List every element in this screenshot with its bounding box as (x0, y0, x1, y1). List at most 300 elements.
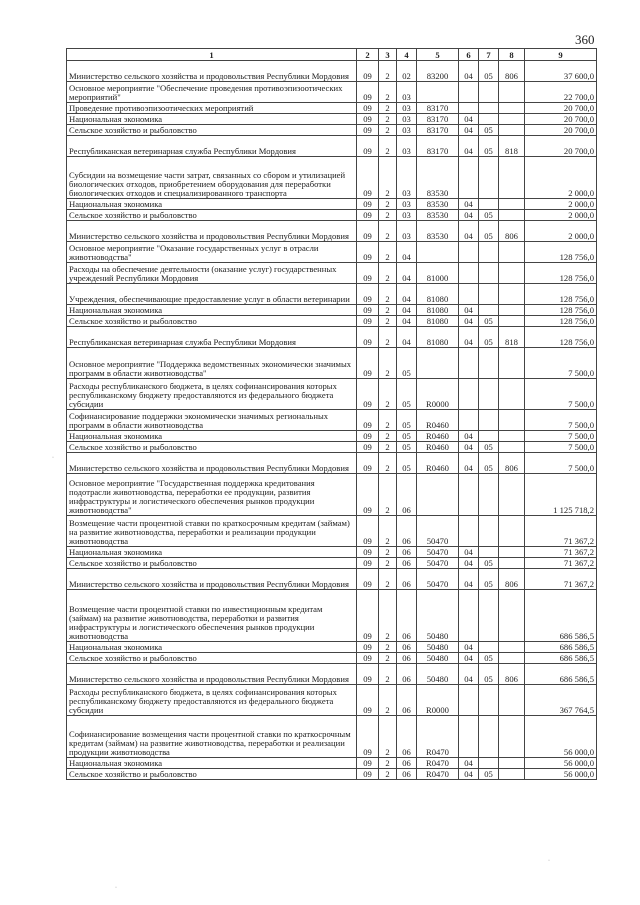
code-cell: 2 (379, 157, 397, 199)
row-name-cell: Национальная экономика (67, 642, 357, 653)
table-row (67, 157, 597, 199)
amount-cell: 71 367,2 (525, 547, 597, 558)
code-cell (499, 199, 525, 210)
code-cell: 806 (499, 61, 525, 82)
code-cell (499, 685, 525, 716)
row-name-cell: Сельское хозяйство и рыболовство (67, 558, 357, 569)
table-row (67, 590, 597, 642)
code-cell: 2 (379, 569, 397, 590)
code-cell (417, 348, 459, 379)
code-cell (479, 685, 499, 716)
code-cell: 2 (379, 379, 397, 410)
code-cell: 04 (397, 263, 417, 284)
code-cell: 2 (379, 327, 397, 348)
code-cell: 04 (459, 442, 479, 453)
code-cell (417, 82, 459, 103)
code-cell: 2 (379, 653, 397, 664)
code-cell (479, 82, 499, 103)
code-cell: 09 (357, 653, 379, 664)
code-cell (459, 263, 479, 284)
table-row (67, 263, 597, 284)
code-cell: 09 (357, 474, 379, 516)
code-cell: 05 (479, 558, 499, 569)
code-cell: 04 (397, 242, 417, 263)
code-cell: 2 (379, 221, 397, 242)
code-cell: 04 (459, 664, 479, 685)
row-name-cell: Национальная экономика (67, 758, 357, 769)
code-cell: 83170 (417, 125, 459, 136)
code-cell (479, 242, 499, 263)
amount-cell: 56 000,0 (525, 716, 597, 758)
table-row (67, 769, 597, 780)
code-cell: 09 (357, 136, 379, 157)
code-cell (499, 348, 525, 379)
code-cell: 09 (357, 442, 379, 453)
row-name-cell: Республиканская ветеринарная служба Республики Мордовия (67, 327, 357, 348)
table-row (67, 221, 597, 242)
code-cell: 05 (479, 769, 499, 780)
code-cell: 03 (397, 125, 417, 136)
code-cell: 2 (379, 242, 397, 263)
code-cell: 06 (397, 558, 417, 569)
code-cell: R0000 (417, 685, 459, 716)
code-cell (499, 379, 525, 410)
code-cell: 2 (379, 136, 397, 157)
code-cell: 04 (397, 284, 417, 305)
row-name-cell: Сельское хозяйство и рыболовство (67, 653, 357, 664)
code-cell: 2 (379, 431, 397, 442)
code-cell: 06 (397, 664, 417, 685)
code-cell: 83530 (417, 221, 459, 242)
table-row (67, 136, 597, 157)
code-cell (499, 305, 525, 316)
row-name-cell: Министерство сельского хозяйства и продовольствия Республики Мордовия (67, 61, 357, 82)
row-name-cell: Основное мероприятие "Государственная поддержка кредитования подотрасли животноводства, переработки ее продукции, развития инфраструктуры и логистического обеспечения рынков продукции животноводства" (67, 474, 357, 516)
code-cell: 05 (479, 221, 499, 242)
code-cell: 04 (459, 199, 479, 210)
row-name-cell: Расходы на обеспечение деятельности (оказание услуг) государственных учреждений Республики Мордовия (67, 263, 357, 284)
row-name-cell: Основное мероприятие "Оказание государственных услуг в отрасли животноводства" (67, 242, 357, 263)
table-row (67, 685, 597, 716)
code-cell: 06 (397, 569, 417, 590)
code-cell: 05 (479, 210, 499, 221)
row-name-cell: Расходы республиканского бюджета, в целях софинансирования которых республиканскому бюджету предоставляются из федерального бюджета субсидии (67, 379, 357, 410)
code-cell: 05 (479, 442, 499, 453)
code-cell: 2 (379, 410, 397, 431)
row-name-cell: Возмещение части процентной ставки по инвестиционным кредитам (займам) на развитие животноводства, переработки и развития инфраструктуры и логистического обеспечения рынков продукции животноводства (67, 590, 357, 642)
code-cell: 2 (379, 263, 397, 284)
code-cell: 818 (499, 327, 525, 348)
code-cell: 50480 (417, 653, 459, 664)
code-cell (499, 558, 525, 569)
code-cell: 04 (459, 114, 479, 125)
code-cell: 04 (459, 547, 479, 558)
table-row (67, 242, 597, 263)
code-cell (499, 716, 525, 758)
code-cell (459, 157, 479, 199)
page-number: 360 (575, 32, 595, 47)
row-name-cell: Республиканская ветеринарная служба Республики Мордовия (67, 136, 357, 157)
code-cell: 04 (459, 221, 479, 242)
amount-cell: 128 756,0 (525, 263, 597, 284)
code-cell (499, 642, 525, 653)
code-cell: 06 (397, 653, 417, 664)
code-cell: 09 (357, 769, 379, 780)
row-name-cell: Министерство сельского хозяйства и продовольствия Республики Мордовия (67, 221, 357, 242)
code-cell: 50470 (417, 547, 459, 558)
code-cell: R0000 (417, 379, 459, 410)
code-cell: 2 (379, 103, 397, 114)
row-name-cell: Сельское хозяйство и рыболовство (67, 442, 357, 453)
row-name-cell: Национальная экономика (67, 199, 357, 210)
code-cell: 04 (459, 61, 479, 82)
code-cell (479, 431, 499, 442)
code-cell: 06 (397, 758, 417, 769)
table-row (67, 547, 597, 558)
code-cell: 05 (397, 348, 417, 379)
code-cell: 09 (357, 547, 379, 558)
code-cell: 83170 (417, 136, 459, 157)
code-cell: 09 (357, 716, 379, 758)
column-header: 8 (499, 49, 525, 61)
table-row (67, 642, 597, 653)
code-cell: 83170 (417, 114, 459, 125)
code-cell: 09 (357, 685, 379, 716)
code-cell (499, 103, 525, 114)
code-cell (499, 210, 525, 221)
amount-cell: 56 000,0 (525, 758, 597, 769)
table-row (67, 442, 597, 453)
code-cell: 09 (357, 590, 379, 642)
code-cell (499, 82, 525, 103)
amount-cell: 7 500,0 (525, 348, 597, 379)
code-cell: 06 (397, 590, 417, 642)
amount-cell: 2 000,0 (525, 157, 597, 199)
code-cell: 06 (397, 642, 417, 653)
code-cell (499, 114, 525, 125)
code-cell: 09 (357, 103, 379, 114)
code-cell: 83530 (417, 210, 459, 221)
amount-cell: 7 500,0 (525, 379, 597, 410)
table-row (67, 114, 597, 125)
code-cell: R0460 (417, 442, 459, 453)
code-cell: 2 (379, 305, 397, 316)
code-cell: 2 (379, 558, 397, 569)
scan-speck: · (548, 858, 550, 864)
code-cell: 09 (357, 284, 379, 305)
amount-cell: 2 000,0 (525, 199, 597, 210)
code-cell: 2 (379, 125, 397, 136)
code-cell (499, 157, 525, 199)
row-name-cell: Основное мероприятие "Поддержка ведомственных экономически значимых программ в области животноводства" (67, 348, 357, 379)
code-cell: 05 (479, 453, 499, 474)
code-cell: 04 (459, 431, 479, 442)
row-name-cell: Национальная экономика (67, 305, 357, 316)
column-header: 5 (417, 49, 459, 61)
code-cell: 02 (397, 61, 417, 82)
row-name-cell: Возмещение части процентной ставки по краткосрочным кредитам (займам) на развитие животноводства, переработки и реализации продукции животноводства (67, 516, 357, 547)
code-cell: 03 (397, 82, 417, 103)
table-row (67, 316, 597, 327)
code-cell: 83530 (417, 199, 459, 210)
code-cell (479, 348, 499, 379)
code-cell: 2 (379, 474, 397, 516)
code-cell: 06 (397, 516, 417, 547)
column-header: 2 (357, 49, 379, 61)
code-cell (459, 685, 479, 716)
code-cell: 50470 (417, 558, 459, 569)
column-header: 3 (379, 49, 397, 61)
code-cell: 806 (499, 221, 525, 242)
code-cell: 2 (379, 442, 397, 453)
code-cell: 03 (397, 199, 417, 210)
amount-cell: 128 756,0 (525, 284, 597, 305)
code-cell (479, 590, 499, 642)
code-cell: 2 (379, 664, 397, 685)
table-row (67, 453, 597, 474)
code-cell (479, 284, 499, 305)
code-cell: 03 (397, 157, 417, 199)
code-cell: 04 (397, 316, 417, 327)
code-cell: 04 (459, 453, 479, 474)
code-cell (417, 474, 459, 516)
table-row (67, 716, 597, 758)
code-cell (499, 769, 525, 780)
code-cell: 09 (357, 558, 379, 569)
code-cell (479, 758, 499, 769)
code-cell: 06 (397, 474, 417, 516)
code-cell (499, 442, 525, 453)
code-cell: 05 (479, 125, 499, 136)
code-cell: 50480 (417, 590, 459, 642)
code-cell (499, 410, 525, 431)
code-cell (499, 316, 525, 327)
table-row (67, 516, 597, 547)
code-cell: 05 (479, 136, 499, 157)
code-cell: 09 (357, 210, 379, 221)
amount-cell: 686 586,5 (525, 653, 597, 664)
code-cell: 83530 (417, 157, 459, 199)
code-cell (479, 199, 499, 210)
code-cell: R0460 (417, 453, 459, 474)
code-cell: 2 (379, 453, 397, 474)
code-cell: 2 (379, 284, 397, 305)
code-cell: 2 (379, 716, 397, 758)
code-cell: 06 (397, 547, 417, 558)
code-cell: 09 (357, 263, 379, 284)
code-cell (499, 431, 525, 442)
table-row (67, 210, 597, 221)
budget-table (66, 48, 597, 780)
code-cell: 09 (357, 379, 379, 410)
code-cell: 05 (397, 442, 417, 453)
code-cell (459, 590, 479, 642)
amount-cell: 22 700,0 (525, 82, 597, 103)
code-cell (499, 125, 525, 136)
row-name-cell: Расходы республиканского бюджета, в целях софинансирования которых республиканскому бюджету предоставляются из федерального бюджета субсидии (67, 685, 357, 716)
code-cell: 04 (397, 305, 417, 316)
table-row (67, 327, 597, 348)
code-cell (499, 547, 525, 558)
code-cell (479, 516, 499, 547)
code-cell (479, 410, 499, 431)
code-cell: 09 (357, 453, 379, 474)
code-cell: R0470 (417, 716, 459, 758)
code-cell: 2 (379, 61, 397, 82)
table-row (67, 103, 597, 114)
code-cell: 05 (479, 316, 499, 327)
amount-cell: 37 600,0 (525, 61, 597, 82)
amount-cell: 71 367,2 (525, 558, 597, 569)
code-cell: 2 (379, 590, 397, 642)
code-cell: 03 (397, 136, 417, 157)
row-name-cell: Субсидии на возмещение части затрат, связанных со сбором и утилизацией биологических отходов, приобретением оборудования для переработки биологических отходов и специализированного транспорта (67, 157, 357, 199)
table-row (67, 82, 597, 103)
code-cell (459, 284, 479, 305)
table-row (67, 474, 597, 516)
code-cell (479, 263, 499, 284)
code-cell: 806 (499, 569, 525, 590)
code-cell: 50470 (417, 516, 459, 547)
code-cell: 05 (479, 569, 499, 590)
scan-speck: · (52, 455, 54, 461)
code-cell (499, 242, 525, 263)
table-row (67, 558, 597, 569)
row-name-cell: Сельское хозяйство и рыболовство (67, 769, 357, 780)
row-name-cell: Основное мероприятие "Обеспечение проведения противоэпизоотических мероприятий" (67, 82, 357, 103)
code-cell: 06 (397, 769, 417, 780)
amount-cell: 71 367,2 (525, 516, 597, 547)
row-name-cell: Министерство сельского хозяйства и продовольствия Республики Мордовия (67, 453, 357, 474)
code-cell: 04 (459, 569, 479, 590)
row-name-cell: Министерство сельского хозяйства и продовольствия Республики Мордовия (67, 664, 357, 685)
code-cell: 09 (357, 348, 379, 379)
code-cell: 2 (379, 316, 397, 327)
code-cell: 09 (357, 82, 379, 103)
table-row (67, 758, 597, 769)
table-row (67, 199, 597, 210)
table-row (67, 284, 597, 305)
code-cell (479, 379, 499, 410)
amount-cell: 1 125 718,2 (525, 474, 597, 516)
code-cell: 06 (397, 685, 417, 716)
code-cell: 09 (357, 327, 379, 348)
code-cell: 2 (379, 547, 397, 558)
row-name-cell: Учреждения, обеспечивающие предоставление услуг в области ветеринарии (67, 284, 357, 305)
row-name-cell: Софинансирование поддержки экономически значимых региональных программ в области животноводства (67, 410, 357, 431)
amount-cell: 2 000,0 (525, 210, 597, 221)
code-cell (479, 547, 499, 558)
amount-cell: 20 700,0 (525, 114, 597, 125)
code-cell: 83170 (417, 103, 459, 114)
table-row (67, 664, 597, 685)
code-cell (479, 157, 499, 199)
code-cell: R0470 (417, 758, 459, 769)
code-cell: 09 (357, 114, 379, 125)
code-cell: 03 (397, 114, 417, 125)
row-name-cell: Сельское хозяйство и рыболовство (67, 125, 357, 136)
table-row (67, 61, 597, 82)
code-cell: 50480 (417, 642, 459, 653)
code-cell: 05 (479, 327, 499, 348)
code-cell: 2 (379, 82, 397, 103)
code-cell: 2 (379, 516, 397, 547)
code-cell: 81000 (417, 263, 459, 284)
code-cell (499, 263, 525, 284)
code-cell: 09 (357, 431, 379, 442)
code-cell: 04 (459, 558, 479, 569)
column-header: 9 (525, 49, 597, 61)
code-cell: 05 (397, 431, 417, 442)
code-cell: 03 (397, 221, 417, 242)
code-cell (459, 103, 479, 114)
amount-cell: 367 764,5 (525, 685, 597, 716)
code-cell: 04 (459, 327, 479, 348)
code-cell (459, 474, 479, 516)
code-cell: 2 (379, 114, 397, 125)
row-name-cell: Национальная экономика (67, 431, 357, 442)
code-cell: 06 (397, 716, 417, 758)
code-cell (499, 758, 525, 769)
table-body (67, 61, 597, 780)
code-cell: 81080 (417, 305, 459, 316)
code-cell: 09 (357, 569, 379, 590)
code-cell: 05 (479, 664, 499, 685)
code-cell (417, 242, 459, 263)
code-cell (459, 348, 479, 379)
code-cell: 04 (459, 316, 479, 327)
amount-cell: 7 500,0 (525, 410, 597, 431)
code-cell: 806 (499, 664, 525, 685)
row-name-cell: Сельское хозяйство и рыболовство (67, 210, 357, 221)
code-cell (459, 716, 479, 758)
column-header: 1 (67, 49, 357, 61)
row-name-cell: Сельское хозяйство и рыболовство (67, 316, 357, 327)
code-cell: 50470 (417, 569, 459, 590)
table-row (67, 348, 597, 379)
code-cell: R0470 (417, 769, 459, 780)
code-cell: 09 (357, 305, 379, 316)
code-cell: 04 (459, 125, 479, 136)
code-cell: 09 (357, 242, 379, 263)
amount-cell: 56 000,0 (525, 769, 597, 780)
column-header: 4 (397, 49, 417, 61)
code-cell: 03 (397, 210, 417, 221)
amount-cell: 686 586,5 (525, 590, 597, 642)
code-cell: 05 (479, 653, 499, 664)
code-cell: 09 (357, 61, 379, 82)
table-row (67, 410, 597, 431)
code-cell: 04 (459, 136, 479, 157)
code-cell (499, 284, 525, 305)
code-cell: 81080 (417, 327, 459, 348)
scan-speck: · (115, 885, 117, 891)
column-header: 6 (459, 49, 479, 61)
code-cell: 04 (459, 305, 479, 316)
amount-cell: 7 500,0 (525, 442, 597, 453)
amount-cell: 20 700,0 (525, 125, 597, 136)
code-cell: 09 (357, 199, 379, 210)
amount-cell: 71 367,2 (525, 569, 597, 590)
code-cell: R0460 (417, 431, 459, 442)
amount-cell: 2 000,0 (525, 221, 597, 242)
code-cell (479, 114, 499, 125)
amount-cell: 128 756,0 (525, 327, 597, 348)
code-cell: 05 (397, 410, 417, 431)
code-cell: 09 (357, 410, 379, 431)
code-cell: 09 (357, 125, 379, 136)
code-cell: 09 (357, 221, 379, 242)
